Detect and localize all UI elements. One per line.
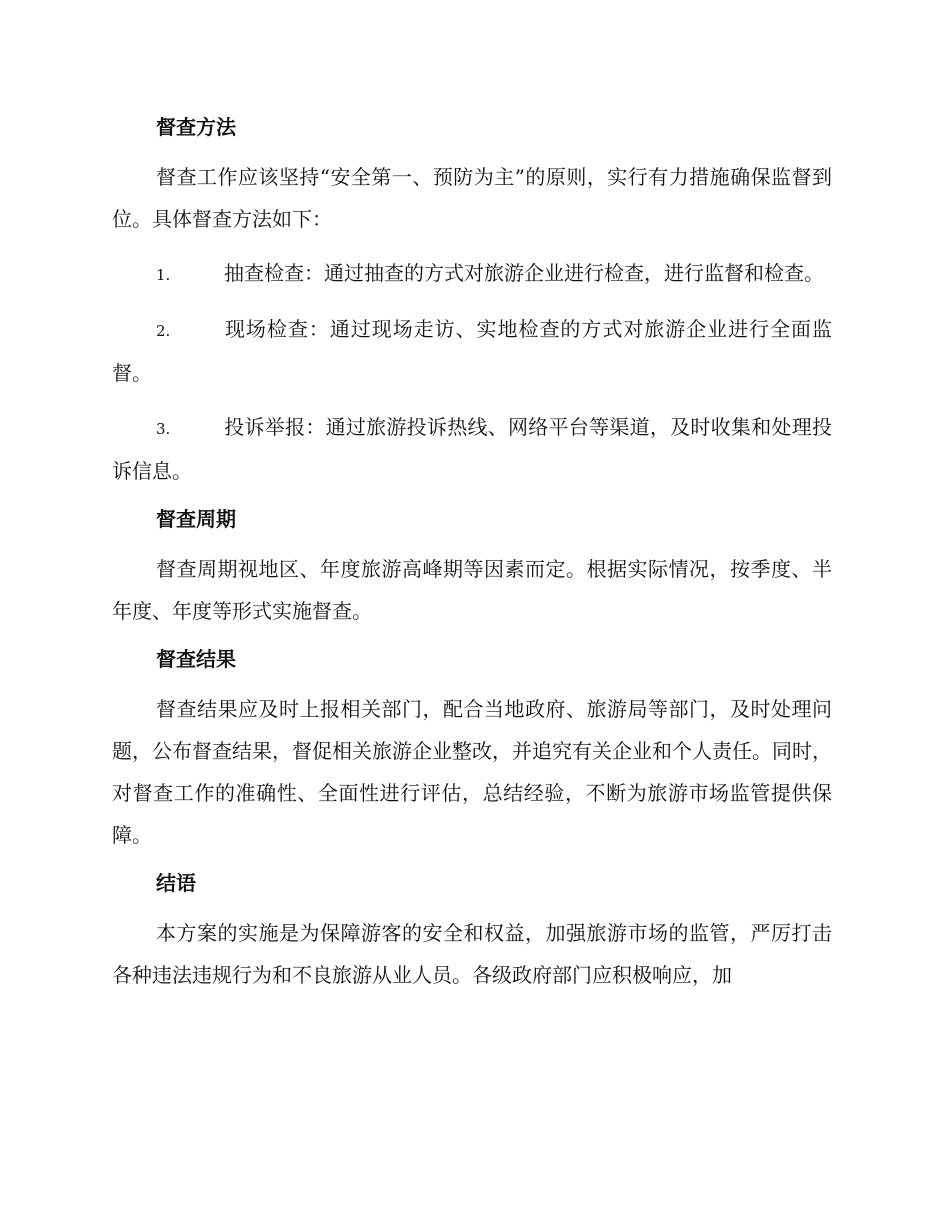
list-number: 1.	[156, 266, 171, 284]
list-item-text: 投诉举报：通过旅游投诉热线、网络平台等渠道，及时收集和处理投诉信息。	[112, 415, 832, 483]
conclusion-paragraph: 本方案的实施是为保障游客的安全和权益，加强旅游市场的监管，严厉打击各种违法违规行为和不良旅游从业人员。各级政府部门应积极响应，加	[112, 921, 832, 987]
method-list-item-3	[112, 406, 832, 492]
result-paragraph: 督查结果应及时上报相关部门，配合当地政府、旅游局等部门，及时处理问题，公布督查结果，督促相关旅游企业整改，并追究有关企业和个人责任。同时，对督查工作的准确性、全面性进行评估，总结经验，不断为旅游市场监管提供保障。	[112, 697, 832, 847]
section-heading-cycle: 督查周期	[156, 507, 236, 531]
method-list-item-1	[112, 252, 832, 296]
section-heading-conclusion: 结语	[156, 871, 196, 895]
method-intro-paragraph: 督查工作应该坚持“安全第一、预防为主”的原则，实行有力措施确保监督到位。具体督查方法如下：	[112, 165, 832, 231]
section-heading-method: 督查方法	[156, 115, 236, 139]
list-number: 3.	[156, 420, 171, 438]
list-item-text: 现场检查：通过现场走访、实地检查的方式对旅游企业进行全面监督。	[112, 317, 832, 385]
method-list-item-2	[112, 308, 832, 394]
section-heading-result: 督查结果	[156, 647, 236, 671]
list-number: 2.	[156, 322, 171, 340]
list-item-text: 抽查检查：通过抽查的方式对旅游企业进行检查，进行监督和检查。	[224, 261, 824, 285]
cycle-paragraph: 督查周期视地区、年度旅游高峰期等因素而定。根据实际情况，按季度、半年度、年度等形式实施督查。	[112, 557, 832, 623]
